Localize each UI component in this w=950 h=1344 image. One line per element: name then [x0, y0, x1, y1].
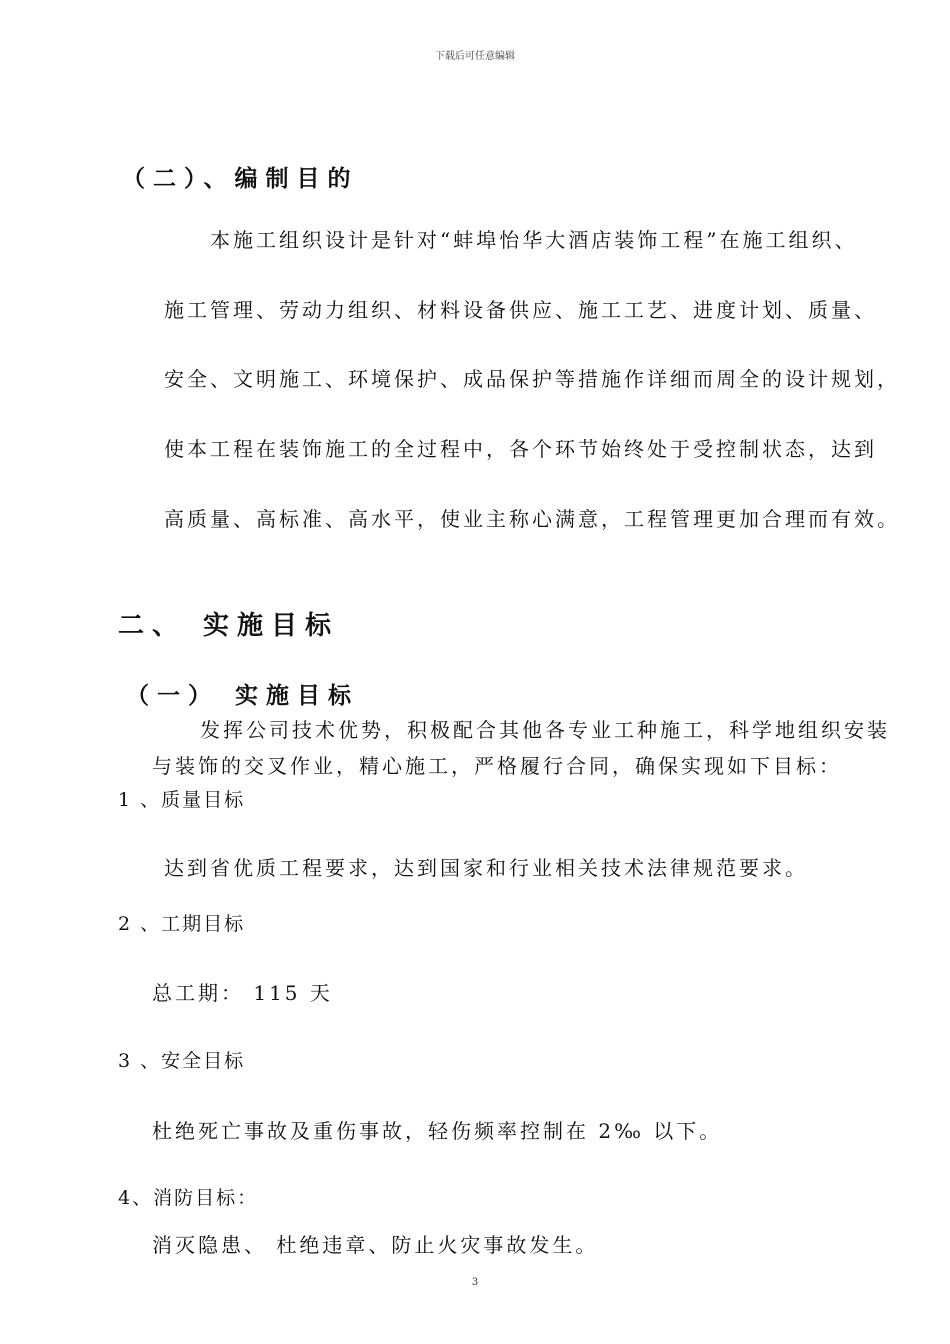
purpose-paragraph-line: 施工管理、劳动力组织、材料设备供应、施工工艺、进度计划、质量、 — [164, 298, 877, 322]
header-note: 下载后可任意编辑 — [435, 51, 515, 62]
goal-item-text: 杜绝死亡事故及重伤事故，轻伤频率控制在 2‰ 以下。 — [152, 1119, 723, 1143]
purpose-paragraph-line: 安全、文明施工、环境保护、成品保护等措施作详细而周全的设计规划， — [164, 367, 900, 391]
goals-intro-line: 发挥公司技术优势，积极配合其他各专业工种施工，科学地组织安装 — [200, 718, 890, 742]
subsection-heading-goals: （一） 实施目标 — [126, 683, 360, 709]
purpose-paragraph-line: 本施工组织设计是针对“蚌埠怡华大酒店装饰工程”在施工组织、 — [210, 228, 858, 252]
goal-item-label: 2 、工期目标 — [118, 913, 246, 935]
goal-item-text: 消灭隐患、 杜绝违章、防止火灾事故发生。 — [152, 1233, 599, 1257]
goal-item-label: 1 、质量目标 — [118, 789, 246, 811]
section-heading-purpose: （二）、编制目的 — [122, 166, 359, 192]
goal-item-label: 3 、安全目标 — [118, 1050, 246, 1072]
purpose-paragraph-line: 高质量、高标准、高水平，使业主称心满意，工程管理更加合理而有效。 — [164, 507, 900, 531]
goal-item-text: 总工期： 115 天 — [152, 981, 333, 1005]
goal-item-label: 4、消防目标： — [118, 1187, 259, 1209]
goals-intro-line: 与装饰的交叉作业，精心施工，严格履行合同，确保实现如下目标： — [152, 754, 842, 778]
purpose-paragraph-line: 使本工程在装饰施工的全过程中，各个环节始终处于受控制状态，达到 — [164, 437, 877, 461]
page-number: 3 — [471, 1277, 479, 1288]
goal-item-text: 达到省优质工程要求，达到国家和行业相关技术法律规范要求。 — [164, 856, 808, 880]
section-heading-goals: 二、 实施目标 — [118, 611, 340, 641]
